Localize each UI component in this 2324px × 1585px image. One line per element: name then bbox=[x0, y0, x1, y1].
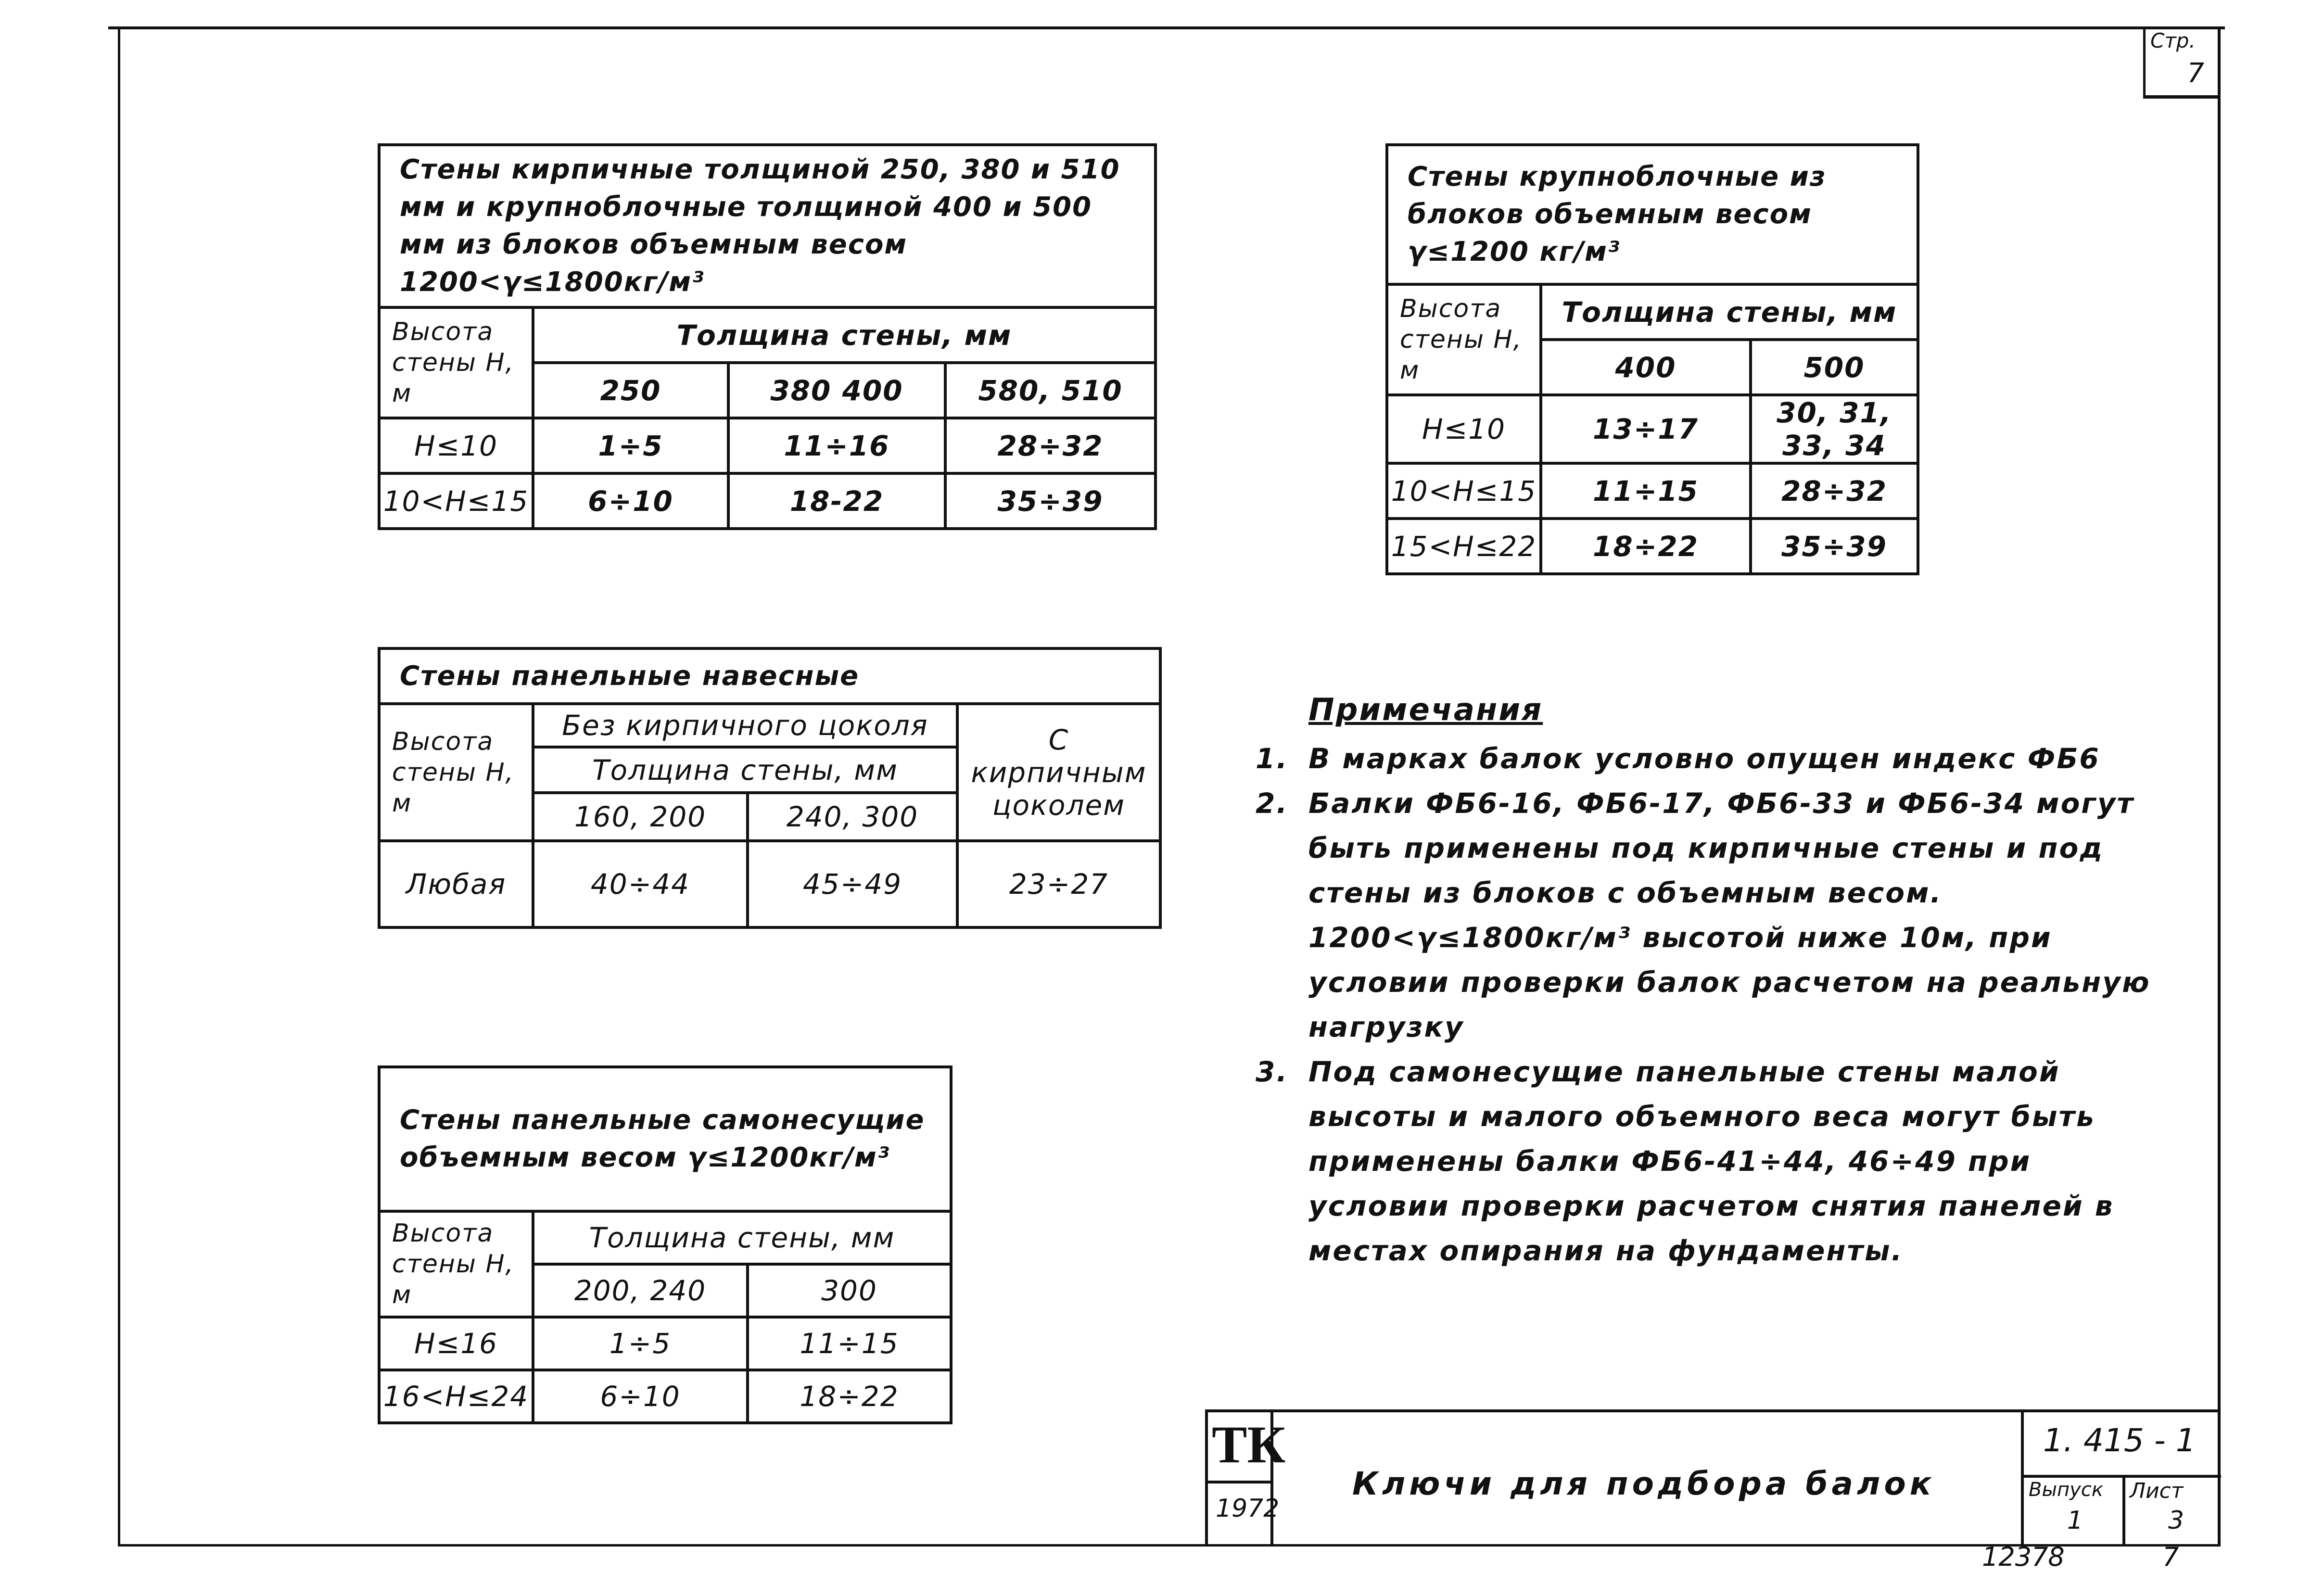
title-block bbox=[1205, 1409, 2218, 1545]
notes-block bbox=[1256, 688, 2179, 1273]
cell: 11÷15 bbox=[748, 1317, 951, 1370]
cell: 1÷5 bbox=[533, 418, 728, 473]
sheet-label: Лист bbox=[2130, 1479, 2184, 1503]
issue-label: Выпуск bbox=[2029, 1479, 2103, 1501]
note-number: 3. bbox=[1256, 1055, 1289, 1088]
inventory-number: 12378 bbox=[1982, 1542, 2065, 1572]
table-curtain-walls-group2: Толщина стены, мм bbox=[533, 747, 957, 793]
table-selfbearing-walls-col: 300 bbox=[748, 1264, 951, 1317]
notes-title: Примечания bbox=[1308, 692, 1543, 728]
cell: 18÷22 bbox=[1541, 519, 1751, 574]
page-stamp bbox=[2143, 28, 2218, 99]
row-height: Любая bbox=[379, 841, 533, 927]
note-item bbox=[1256, 781, 2179, 1050]
page-stamp-label: Стр. bbox=[2150, 29, 2196, 52]
cell: 1÷5 bbox=[533, 1317, 748, 1370]
table-curtain-walls-last-col: С кирпичным цоколем bbox=[957, 704, 1160, 841]
cell: 6÷10 bbox=[533, 473, 728, 529]
cell: 18÷22 bbox=[748, 1370, 951, 1423]
cell: 11÷16 bbox=[728, 418, 945, 473]
row-height: 15<H≤22 bbox=[1387, 519, 1541, 574]
sheet-value: 3 bbox=[2168, 1506, 2184, 1535]
table-row bbox=[379, 1317, 951, 1370]
note-text: В марках балок условно опущен индекс ФБ6 bbox=[1308, 742, 2100, 775]
row-height: H≤10 bbox=[1387, 395, 1541, 463]
table-selfbearing-walls-col: 200, 240 bbox=[533, 1264, 748, 1317]
table-curtain-walls-col: 160, 200 bbox=[533, 793, 748, 841]
note-item bbox=[1256, 736, 2179, 781]
row-height: 10<H≤15 bbox=[379, 473, 533, 529]
cell: 28÷32 bbox=[945, 418, 1156, 473]
tk-logo bbox=[1208, 1412, 1286, 1545]
cell: 30, 31, 33, 34 bbox=[1751, 395, 1918, 463]
cell: 13÷17 bbox=[1541, 395, 1751, 463]
title-block-codes bbox=[2021, 1412, 2221, 1545]
table-brick-walls-height-header: Высота стены Н, м bbox=[379, 307, 533, 418]
cell: 35÷39 bbox=[1751, 519, 1918, 574]
table-block-walls-col: 400 bbox=[1541, 340, 1751, 395]
cell: 18-22 bbox=[728, 473, 945, 529]
table-row bbox=[379, 841, 1160, 927]
table-row bbox=[1387, 463, 1918, 519]
table-curtain-walls-height-header: Высота стены Н, м bbox=[379, 704, 533, 841]
drawing-title: Ключи для подбора балок bbox=[1352, 1465, 1935, 1502]
table-curtain-walls-title: Стены панельные навесные bbox=[379, 648, 1160, 704]
table-block-walls bbox=[1385, 143, 1919, 575]
table-brick-walls-col: 580, 510 bbox=[945, 363, 1156, 418]
note-item bbox=[1256, 1050, 2179, 1273]
table-curtain-walls bbox=[378, 647, 1162, 929]
table-row bbox=[379, 1370, 951, 1423]
tk-logo-text: ТК bbox=[1212, 1415, 1286, 1474]
footer-page-number: 7 bbox=[2162, 1542, 2179, 1572]
series-code: 1. 415 - 1 bbox=[2043, 1422, 2196, 1459]
cell: 40÷44 bbox=[533, 841, 748, 927]
table-brick-walls bbox=[378, 143, 1157, 530]
table-selfbearing-walls-height-header: Высота стены Н, м bbox=[379, 1211, 533, 1317]
note-number: 1. bbox=[1256, 742, 1289, 775]
note-text: Балки ФБ6-16, ФБ6-17, ФБ6-33 и ФБ6-34 могут быть применены под кирпичные стены и под стены из блоков с объемным весом. 1200<γ≤1800кг/м³ высотой ниже 10м, при условии проверки балок расчетом на реальную нагрузку bbox=[1308, 787, 2151, 1043]
table-row bbox=[1387, 519, 1918, 574]
row-height: H≤16 bbox=[379, 1317, 533, 1370]
cell: 28÷32 bbox=[1751, 463, 1918, 519]
table-row bbox=[1387, 395, 1918, 463]
cell: 11÷15 bbox=[1541, 463, 1751, 519]
table-curtain-walls-col: 240, 300 bbox=[748, 793, 957, 841]
table-curtain-walls-group1: Без кирпичного цоколя bbox=[533, 704, 957, 747]
table-brick-walls-title: Стены кирпичные толщиной 250, 380 и 510 мм и крупноблочные толщиной 400 и 500 мм из блоков объемным весом 1200<γ≤1800кг/м³ bbox=[379, 145, 1156, 307]
table-selfbearing-walls-title: Стены панельные самонесущие объемным весом γ≤1200кг/м³ bbox=[379, 1067, 951, 1211]
table-brick-walls-group-header: Толщина стены, мм bbox=[533, 307, 1156, 363]
table-row bbox=[379, 473, 1156, 529]
table-block-walls-height-header: Высота стены Н, м bbox=[1387, 284, 1541, 395]
row-height: H≤10 bbox=[379, 418, 533, 473]
table-block-walls-group-header: Толщина стены, мм bbox=[1541, 284, 1918, 340]
table-row bbox=[379, 418, 1156, 473]
year: 1972 bbox=[1216, 1494, 1280, 1523]
note-number: 2. bbox=[1256, 787, 1289, 820]
table-block-walls-title: Стены крупноблочные из блоков объемным весом γ≤1200 кг/м³ bbox=[1387, 145, 1918, 284]
cell: 23÷27 bbox=[957, 841, 1160, 927]
cell: 45÷49 bbox=[748, 841, 957, 927]
row-height: 16<H≤24 bbox=[379, 1370, 533, 1423]
table-selfbearing-walls-group-header: Толщина стены, мм bbox=[533, 1211, 951, 1264]
issue-value: 1 bbox=[2067, 1506, 2083, 1535]
note-text: Под самонесущие панельные стены малой высоты и малого объемного веса могут быть применены балки ФБ6-41÷44, 46÷49 при условии проверки расчетом снятия панелей в местах опирания на фундаменты. bbox=[1308, 1055, 2114, 1267]
table-brick-walls-col: 380 400 bbox=[728, 363, 945, 418]
table-brick-walls-col: 250 bbox=[533, 363, 728, 418]
table-block-walls-col: 500 bbox=[1751, 340, 1918, 395]
cell: 6÷10 bbox=[533, 1370, 748, 1423]
row-height: 10<H≤15 bbox=[1387, 463, 1541, 519]
page-stamp-number: 7 bbox=[2187, 58, 2204, 89]
cell: 35÷39 bbox=[945, 473, 1156, 529]
table-selfbearing-walls bbox=[378, 1065, 952, 1424]
